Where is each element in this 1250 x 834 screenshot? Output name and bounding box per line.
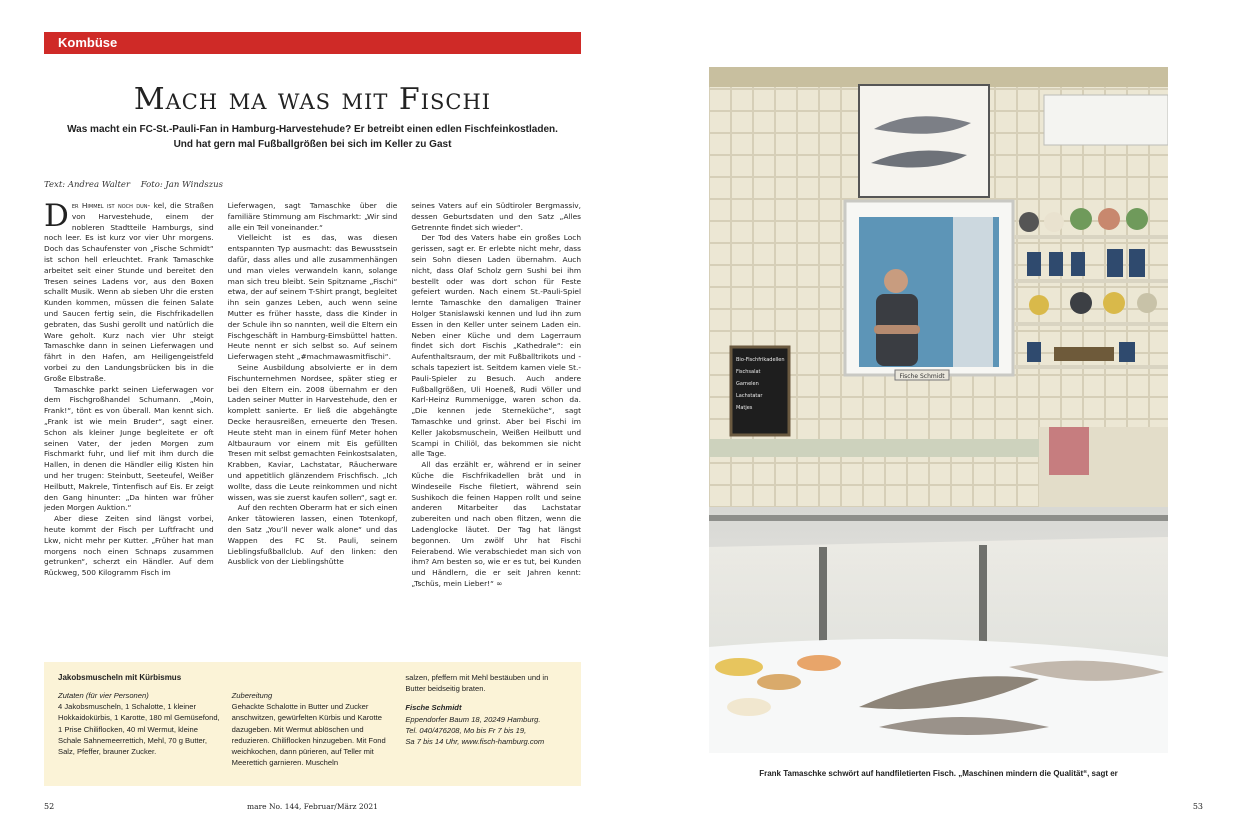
section-label: Kombüse [44, 32, 581, 54]
recipe-ingredients [58, 672, 220, 780]
paragraph: Aber diese Zeiten sind längst vorbei, heute kommt der Fisch per Luftfracht und Lkw, nicht mehr per Kutter. „Früher hat man morgens noch einen Schnaps zusammen getrunken“, scherzt ein Händler. Auf dem Rückweg, 500 Kilogramm Fisch im [44, 514, 214, 578]
recipe-shop [405, 672, 567, 780]
chalkboard-line: Bio-Fischfrikadellen [736, 357, 785, 363]
preparation-text: Gehackte Schalotte in Butter und Zucker anschwitzen, gewürfelten Kürbis und Karotte dazugeben. Mit Wermut ablöschen und reduzieren. Chiliflocken hinzugeben. Mit Fond weichkochen, dann pürieren, auf Teller mit Meerettich garnieren. Muscheln [231, 702, 386, 768]
article-column-1 [44, 201, 214, 658]
article-body [44, 201, 581, 658]
page-number-right: 53 [1192, 802, 1203, 811]
photo-caption: Frank Tamaschke schwört auf handfiletierten Fisch. „Maschinen mindern die Qualität“, sagt er [759, 769, 1118, 778]
shop-info [405, 702, 567, 747]
recipe-title: Jakobsmuscheln mit Kürbismus [58, 673, 182, 682]
shop-interior-illustration [709, 67, 1168, 753]
ingredients-text: 4 Jakobsmuscheln, 1 Schalotte, 1 kleiner Hokkaidokürbis, 1 Karotte, 180 ml Gemüsefond, 1 Prise Chiliflocken, 40 ml Wermut, kleine Schale Sahnemeerrettich, Mehl, 70 g Butter, Salz, Pfeffer, brauner Zucker. [58, 702, 220, 757]
issue-info: mare No. 144, Februar/März 2021 [247, 802, 378, 811]
chalkboard-line: Garnelen [736, 381, 759, 387]
chalkboard-line: Fischsalat [736, 369, 761, 375]
paragraph [44, 201, 214, 385]
text-credit: Text: Andrea Walter [44, 180, 131, 190]
paragraph: Der Tod des Vaters habe ein großes Loch gerissen, sagt er. Er erlebte nicht mehr, dass sein Sohn diesen Laden übernahm. Auch nicht, dass Olaf Scholz gern Sushi bei ihm bestellt oder was dort schon für Feste gefeiert wurden. Nach einem St.-Pauli-Spiel lernte Tamaschke den damaligen Trainer Holger Stanislawski kennen und lud ihn zum Essen in den Keller unter seinem Laden ein. Neben einer Küche und dem Lagerraum findet sich dort Fischis „Kathedrale“: ein Aufenthaltsraum, der mit Fußballtrikots und -schals tapeziert ist. Seitdem kamen viele St.-Pauli-Spieler zu Besuch. Auch andere Fußballgrößen, Uli Hoeneß, Rudi Völler und Karl-Heinz Rummenigge, waren schon da. „Die kennen jede Sterneküche“, sagt Tamaschke und grinst. Aber bei Fischi im Keller Jakobsmuschein, Weißen Heilbutt und Scampi in Chiliöl, das bekommen sie nicht alle Tage. [411, 233, 582, 459]
paragraph-text: kel, die Straßen von Harvestehude, einem der nobleren Stadtteile Hamburgs, sind noch leer. Es ist kurz vor vier Uhr morgens. Doch das Schaufenster von „Fische Schmidt“ ist schon hell erleuchtet. Frank Tamaschke arbeitet seit einer Stunde und bereitet den Tresen seines Ladens vor, aus den Boxen schallt Musik. Wenn ab sieben Uhr die ersten Kunden kommen, müssen die feinen Salate und Saucen fertig sein, die Fischfrikadellen gebraten, das Sushi gerollt und natürlich die Ware geholt. Kurz nach vier Uhr steigt Tamaschke dann in seinen Lieferwagen und fährt in den Hafen, am Heiligengeistfeld vorbei zu den Landungsbrücken bis in die Große Elbstraße. [44, 201, 214, 383]
article-column-3 [411, 201, 581, 658]
shop-sign: Fische Schmidt [899, 373, 945, 380]
chalkboard-line: Lachstatar [736, 393, 763, 399]
fish-counter [709, 507, 1168, 753]
deck-line: Und hat gern mal Fußballgrößen bei sich im Keller zu Gast [173, 139, 452, 150]
paragraph: Seine Ausbildung absolvierte er in dem Fischunternehmen Nordsee, später stieg er bei den Eltern ein. 2008 übernahm er den Laden seiner Mutter in Harvestehude, den er komplett sanierte. Er ließ die abgehängte Decke herausreißen, erneuerte den Tresen. Heute steht man in einem fünf Meter hohen Altbauraum vor einem mit Eis gefüllten Tresen mit selbst gemachten Feinkostsalaten, Krabben, Kaviar, Lachstatar, Räucherware und appetitlich glänzendem Frischfisch. „Ich wollte, dass die Leute reinkommen und nicht wissen, was sie zuerst kaufen sollen“, sagt er. [227, 362, 398, 502]
paragraph: Vielleicht ist es das, was diesen entspannten Typ ausmacht: das Bewusstsein dafür, dass alles und alle zusammenhängen und man vieles verwandeln kann, solange man sich treu bleibt. Sein Spitzname „Fischi“ etwa, der auf seinem T-Shirt prangt, begleitet ihn sein ganzes Leben, auch wenn seine Mutter es früher hasste, dass die Kinder in der Schule ihn so nannten, weil die Eltern ein Fischgeschäft in Hamburg-Eimsbüttel hatten. Heute nennt er sich selbst so. Auf seinem Lieferwagen steht „#machmawasmitfischi“. [227, 233, 398, 362]
shop-photo [709, 67, 1168, 753]
photo-credit: Foto: Jan Windszus [140, 180, 223, 190]
recipe-box [44, 662, 581, 786]
ingredients-label: Zutaten (für vier Personen) [58, 691, 149, 700]
article-column-2 [228, 201, 398, 658]
preparation-text-cont: salzen, pfeffern mit Mehl bestäuben und in Butter beidseitig braten. [405, 673, 549, 694]
paragraph: Tamaschke parkt seinen Lieferwagen vor dem Fischgroßhandel Schumann. „Moin, Frank!“, tönt es von überall. Man kennt sich. „Frank ist wie mein Bruder“, sagt einer. Schon als kleiner Junge begleitete er oft seinen Vater, der jeden Morgen zum Fischmarkt fuhr, und lief mit ihm durch die Hallen, in denen die Händler eilig Kisten hin und her trugen: Steinbutt, Seeteufel, Weißer Heilbutt, Makrele, Tintenfisch auf Eis. Er zeigt den Gang hinunter: „Da hinten war früher jeden Morgen Auktion.“ [44, 384, 214, 513]
deck-line: Was macht ein FC-St.-Pauli-Fan in Hamburg-Harvestehude? Er betreibt einen edlen Fischfeinkostladen. [67, 124, 558, 135]
paragraph: Lieferwagen, sagt Tamaschke über die familiäre Stimmung am Fischmarkt: „Wir sind alle ein Teil voneinander.“ [227, 201, 398, 232]
paragraph: seines Vaters auf ein Südtiroler Bergmassiv, dessen Geburtsdaten und den Satz „Alles Getrennte findet sich wieder“. [411, 201, 582, 232]
article-title: Mach ma was mit Fischi [133, 82, 492, 117]
recipe-preparation [232, 672, 394, 780]
dropcap: D [44, 201, 69, 234]
article-deck [44, 122, 581, 152]
shop-address: Eppendorfer Baum 18, 20249 Hamburg. [405, 714, 541, 724]
chalkboard [731, 347, 789, 435]
lead-in: er Himmel ist noch dun- [71, 201, 151, 210]
paragraph: Auf den rechten Oberarm hat er sich einen Anker tätowieren lassen, einen Totenkopf, den Satz „You’ll never walk alone“ und das Wappen des FC St. Pauli, seinem Lieblingsfußballclub. Auf den linken: den Ausblick von der Lieblingshütte [227, 503, 398, 567]
page-number-left: 52 [44, 802, 55, 811]
preparation-label: Zubereitung [231, 691, 273, 700]
back-window [845, 201, 1013, 375]
chalkboard-line: Matjes [736, 405, 753, 411]
fish-artwork [859, 85, 989, 197]
right-page [625, 0, 1250, 834]
shop-name: Fische Schmidt [405, 703, 462, 713]
paragraph: All das erzählt er, während er in seiner Küche die Fischfrikadellen brät und in Windeseile Fische filetiert, während sein Sushikoch die feinen Happen rollt und seine anderen Mitarbeiter das Lachstatar zubereiten und nach oben flitzen, wenn die Ladenglocke läutet. Der Tag hat längst begonnen. Um zwölf Uhr hat Fischi Feierabend. Wie verabschiedet man sich von ihm? Am besten so, wie er es tut, bei Kunden und Händlern, die er seit Jahren kennt: „Tschüs, mein Lieber!“ ∞ [411, 460, 582, 588]
shop-phone: Tel. 040/476208, Mo bis Fr 7 bis 19, [405, 725, 527, 735]
shop-hours: Sa 7 bis 14 Uhr, www.fisch-hamburg.com [405, 737, 545, 747]
credits [44, 180, 231, 190]
